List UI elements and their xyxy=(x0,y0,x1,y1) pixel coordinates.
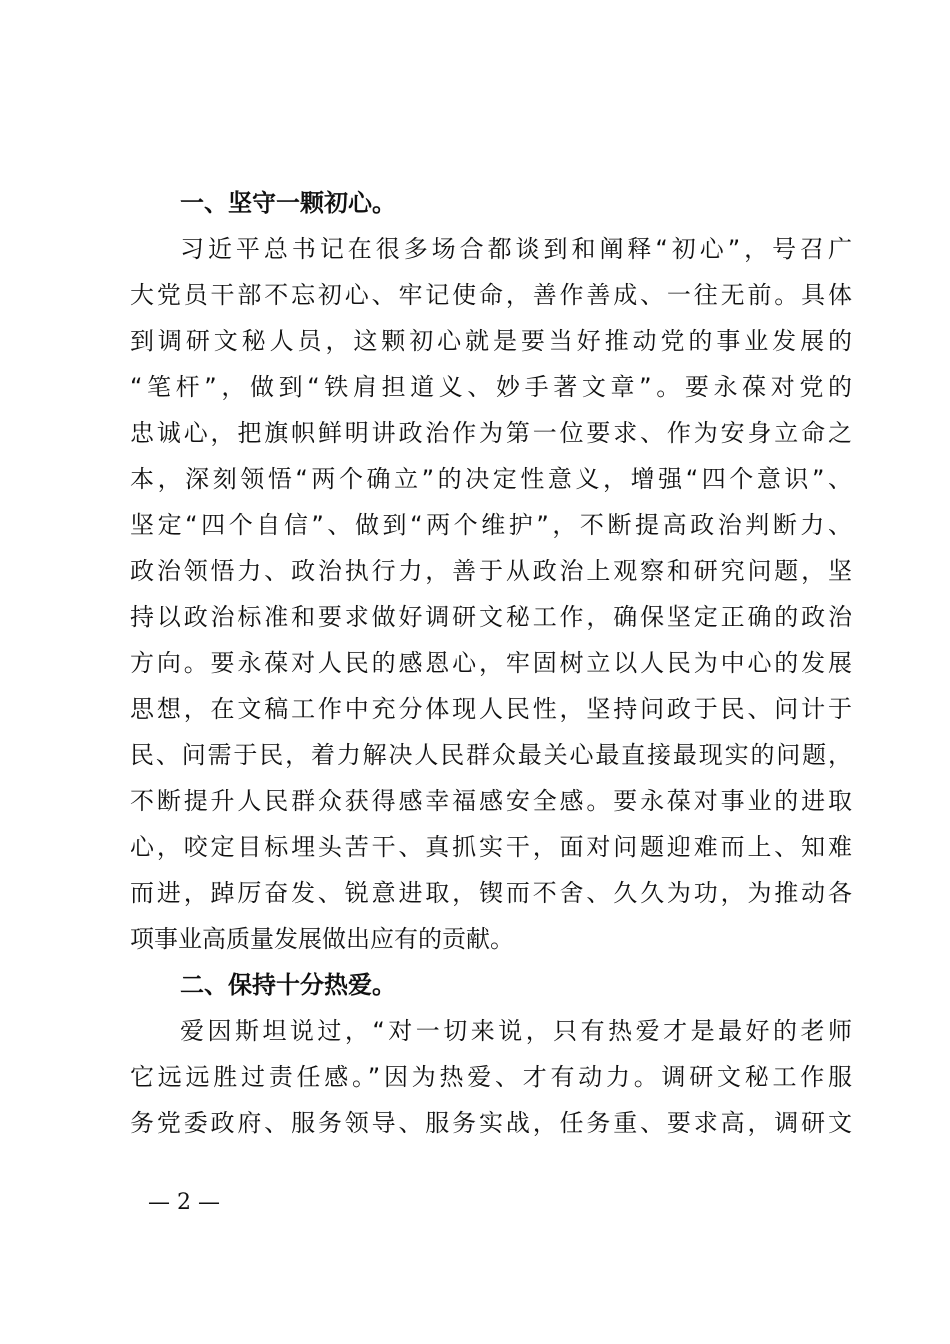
paragraph-line: 项事业高质量发展做出应有的贡献。 xyxy=(130,925,514,953)
section-heading-1: 一、坚守一颗初心。 xyxy=(180,189,396,217)
paragraph-line: 民、问需于民，着力解决人民群众最关心最直接最现实的问题， xyxy=(130,741,852,769)
paragraph-line: 务党委政府、服务领导、服务实战，任务重、要求高，调研文 xyxy=(130,1109,852,1137)
paragraph-line: 它远远胜过责任感。”因为热爱、才有动力。调研文秘工作服 xyxy=(130,1063,852,1091)
paragraph-line: 爱因斯坦说过，“对一切来说，只有热爱才是最好的老师 xyxy=(180,1017,852,1045)
paragraph-line: 而进，踔厉奋发、锐意进取，锲而不舍、久久为功，为推动各 xyxy=(130,879,852,907)
paragraph-line: 本，深刻领悟“两个确立”的决定性意义，增强“四个意识”、 xyxy=(130,465,852,493)
paragraph-line: 到调研文秘人员，这颗初心就是要当好推动党的事业发展的 xyxy=(130,327,852,355)
paragraph-line: 大党员干部不忘初心、牢记使命，善作善成、一往无前。具体 xyxy=(130,281,852,309)
paragraph-line: 习近平总书记在很多场合都谈到和阐释“初心”，号召广 xyxy=(180,235,852,263)
paragraph-line: “笔杆”，做到“铁肩担道义、妙手著文章”。要永葆对党的 xyxy=(130,373,852,401)
paragraph-line: 政治领悟力、政治执行力，善于从政治上观察和研究问题，坚 xyxy=(130,557,852,585)
section-heading-2: 二、保持十分热爱。 xyxy=(180,971,396,999)
paragraph-line: 不断提升人民群众获得感幸福感安全感。要永葆对事业的进取 xyxy=(130,787,852,815)
paragraph-line: 心，咬定目标埋头苦干、真抓实干，面对问题迎难而上、知难 xyxy=(130,833,852,861)
page-number: — 2 — xyxy=(148,1190,220,1215)
paragraph-line: 坚定“四个自信”、做到“两个维护”，不断提高政治判断力、 xyxy=(130,511,852,539)
paragraph-line: 方向。要永葆对人民的感恩心，牢固树立以人民为中心的发展 xyxy=(130,649,852,677)
paragraph-line: 忠诚心，把旗帜鲜明讲政治作为第一位要求、作为安身立命之 xyxy=(130,419,852,447)
paragraph-line: 持以政治标准和要求做好调研文秘工作，确保坚定正确的政治 xyxy=(130,603,852,631)
paragraph-line: 思想，在文稿工作中充分体现人民性，坚持问政于民、问计于 xyxy=(130,695,852,723)
